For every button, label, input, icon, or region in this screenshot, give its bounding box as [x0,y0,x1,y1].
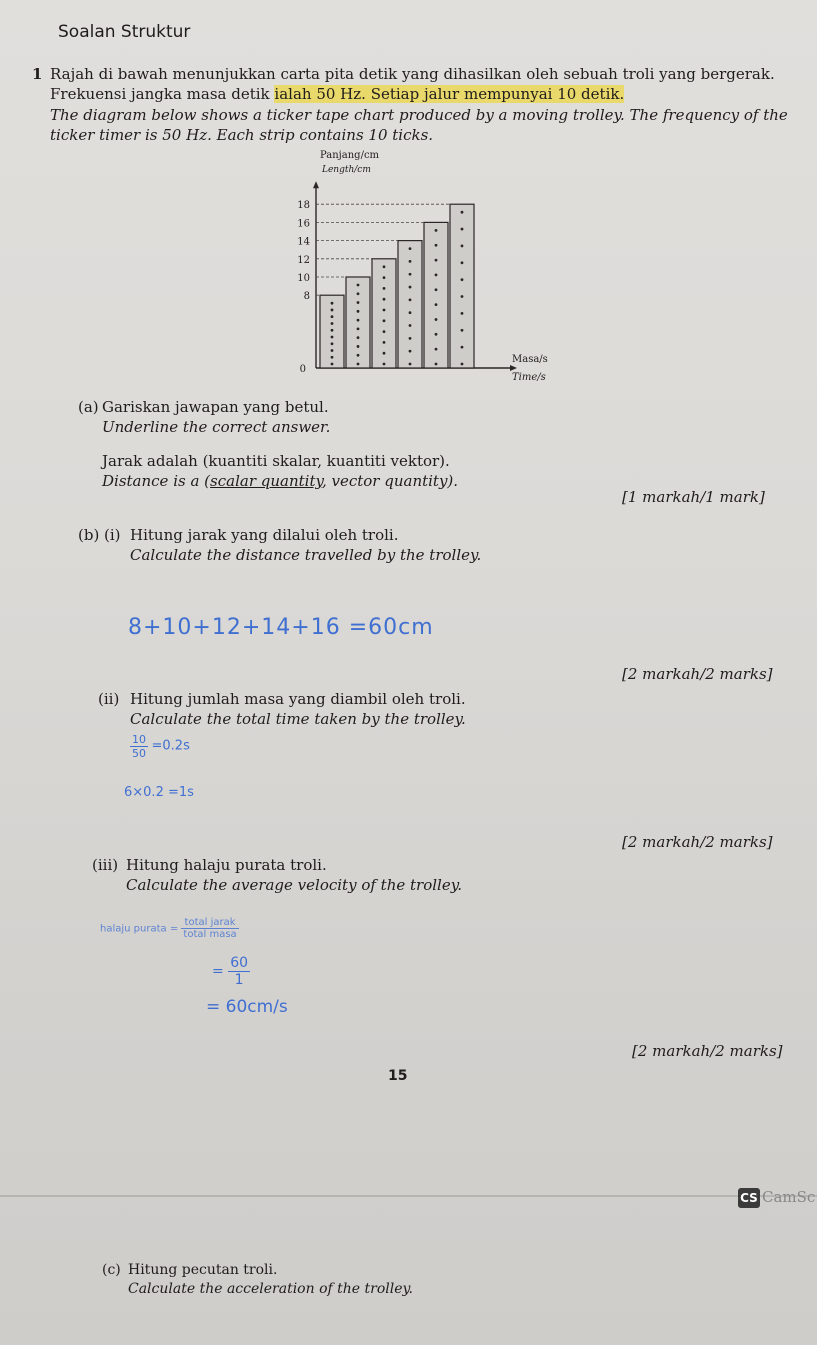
part-b-ii-handwritten-line1: $\frac{10}{50}$ =0.2s [132,733,190,760]
part-b-i-marks: [2 markah/2 marks] [622,665,773,683]
tick-dot [435,363,438,366]
section-title: Soalan Struktur [58,22,191,42]
y-axis-label-ms: Panjang/cm [320,150,380,161]
camscanner-logo: CS [738,1188,760,1208]
part-b-ii-label: (ii) [98,690,120,708]
tick-dot [357,345,360,348]
tick-dot [331,309,334,312]
y-tick-label: 10 [297,273,310,284]
tick-dot [357,327,360,330]
tick-dot [409,273,412,276]
tick-dot [461,346,464,349]
tick-dot [357,354,360,357]
tick-dot [461,295,464,298]
tick-dot [435,288,438,291]
tick-dot [331,356,334,359]
tick-dot [409,311,412,314]
tick-dot [461,245,464,248]
tick-dot [331,342,334,345]
y-tick-label: 12 [297,254,310,266]
y-tick-label: 18 [297,200,310,212]
part-b-label: (b) [78,526,100,544]
tick-dot [409,363,412,366]
tick-dot [409,247,412,250]
y-tick-label: 8 [303,291,310,303]
part-c-question-ms: Hitung pecutan troli. [128,1262,278,1278]
tick-dot [435,274,438,277]
part-b-i-handwritten-answer: 8+10+12+14+16 =60cm [128,615,434,640]
part-b-iii-label: (iii) [92,856,119,874]
y-tick-label: 14 [297,236,310,248]
tick-dot [409,298,412,301]
tick-dot [383,330,386,333]
part-a-label: (a) [78,398,99,416]
tick-dot [435,348,438,351]
part-b-i-question-ms: Hitung jarak yang dilalui oleh troli. [130,526,399,544]
ticker-tape-strip [372,259,396,368]
part-b-ii-marks: [2 markah/2 marks] [622,833,773,851]
question-number: 1 [32,65,43,83]
tick-dot [461,261,464,264]
part-b-ii-handwritten-line2: 6×0.2 =1s [124,785,194,800]
tick-dot [461,228,464,231]
tick-dot [383,363,386,366]
tick-dot [383,265,386,268]
part-b-iii-handwritten-line2: = $\frac{60}{1}$ [212,955,249,988]
tick-dot [331,315,334,318]
part-a-statement-ms: Jarak adalah (kuantiti skalar, kuantiti vektor). [102,452,450,470]
tick-dot [331,363,334,366]
tick-dot [435,259,438,262]
question-text-ms-line1: Rajah di bawah menunjukkan carta pita detik yang dihasilkan oleh sebuah troli yang bergerak. [50,65,775,83]
page-number: 15 [388,1068,408,1084]
tick-dot [461,312,464,315]
tick-dot [357,363,360,366]
tick-dot [409,350,412,353]
part-b-i-question-en: Calculate the distance travelled by the trolley. [130,546,482,564]
y-axis-label-en: Length/cm [322,165,371,175]
x-axis-label-ms: Masa/s [512,354,548,365]
y-axis-arrowhead [313,181,319,188]
part-b-iii-handwritten-line3: = 60cm/s [206,997,288,1017]
tick-dot [331,336,334,339]
tick-dot [461,278,464,281]
tick-dot [435,333,438,336]
part-b-iii-marks: [2 markah/2 marks] [632,1042,783,1060]
part-a-statement-en: Distance is a (scalar quantity, vector quantity). [102,472,459,490]
question-text-en-line2: ticker timer is 50 Hz. Each strip contains 10 ticks. [50,126,434,144]
ticker-tape-strip [398,241,422,368]
tick-dot [383,298,386,301]
tick-dot [461,363,464,366]
tick-dot [435,229,438,232]
underlined-answer: scalar quantity [210,472,322,490]
tick-dot [331,302,334,305]
page-fold-line [0,1195,817,1197]
tick-dot [331,329,334,332]
tick-dot [383,309,386,312]
tick-dot [383,352,386,355]
ticker-tape-chart [270,142,570,392]
part-b-iii-handwritten-line1: halaju purata = $\frac{\text{total jarak}}{\text{total masa}}$ [100,917,237,940]
origin-label: 0 [299,364,306,375]
tick-dot [357,336,360,339]
part-a-instruction-ms: Gariskan jawapan yang betul. [102,398,329,416]
part-a-marks: [1 markah/1 mark] [622,488,765,506]
tick-dot [383,319,386,322]
highlighted-text: ialah 50 Hz. Setiap jalur mempunyai 10 detik. [274,85,625,103]
tick-dot [461,211,464,214]
part-b-ii-question-ms: Hitung jumlah masa yang diambil oleh troli. [130,690,466,708]
tick-dot [435,303,438,306]
part-b-iii-question-ms: Hitung halaju purata troli. [126,856,327,874]
tick-dot [383,287,386,290]
tick-dot [435,318,438,321]
y-tick-label: 16 [297,218,310,230]
x-axis-arrowhead [510,365,517,371]
camscanner-watermark: CamSc [762,1188,816,1206]
part-b-iii-question-en: Calculate the average velocity of the trolley. [126,876,462,894]
question-text-ms-line2: Frekuensi jangka masa detik ialah 50 Hz. Setiap jalur mempunyai 10 detik. [50,85,625,103]
tick-dot [331,349,334,352]
tick-dot [435,244,438,247]
tick-dot [383,276,386,279]
tick-dot [383,341,386,344]
tick-dot [409,324,412,327]
tick-dot [409,260,412,263]
tick-dot [357,301,360,304]
tick-dot [409,337,412,340]
tick-dot [409,286,412,289]
part-b-i-label: (i) [104,526,121,544]
part-c-label: (c) [102,1262,121,1278]
tick-dot [331,322,334,325]
part-b-ii-question-en: Calculate the total time taken by the trolley. [130,710,466,728]
tick-dot [461,329,464,332]
tick-dot [357,319,360,322]
x-axis-label-en: Time/s [512,372,546,383]
part-a-instruction-en: Underline the correct answer. [102,418,331,436]
tick-dot [357,284,360,287]
tick-dot [357,292,360,295]
part-c-question-en: Calculate the acceleration of the trolley. [128,1281,413,1297]
tick-dot [357,310,360,313]
question-text-en-line1: The diagram below shows a ticker tape chart produced by a moving trolley. The frequency of the [50,106,788,124]
